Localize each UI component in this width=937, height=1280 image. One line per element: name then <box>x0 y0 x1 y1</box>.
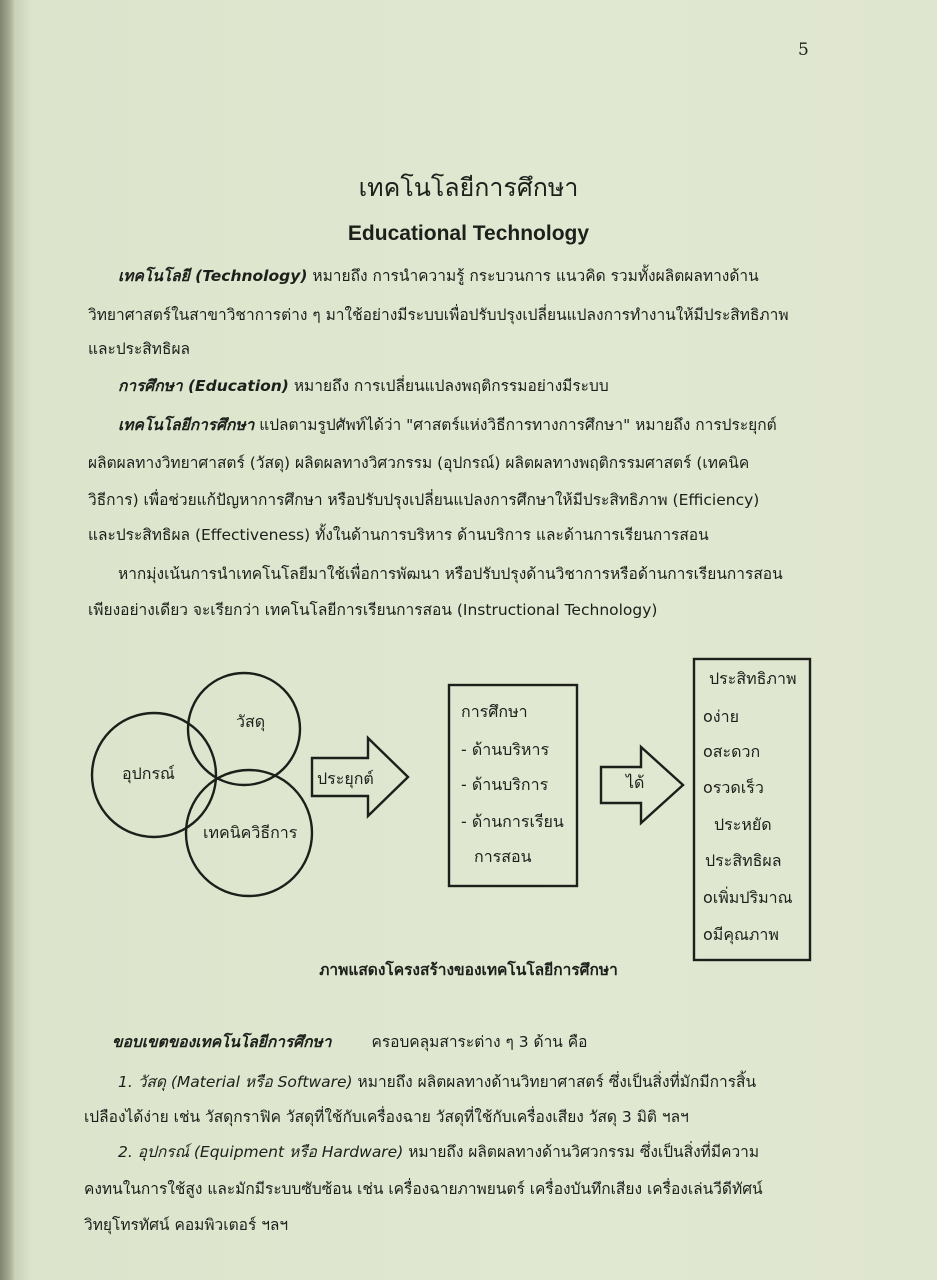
box-outcomes-line5: ประหยัด <box>714 815 772 834</box>
scope-item2-text1: หมายถึง ผลิตผลทางด้านวิศวกรรม ซึ่งเป็นสิ่งที่มีความ <box>403 1143 760 1161</box>
page-title-thai: เทคโนโลยีการศึกษา <box>358 173 579 202</box>
scope-heading-rest: ครอบคลุมสาระต่าง ๆ 3 ด้าน คือ <box>371 1033 588 1051</box>
term-technology: เทคโนโลยี (Technology) <box>118 267 308 285</box>
para3-line4: และประสิทธิผล (Effectiveness) ทั้งในด้านการบริหาร ด้านบริการ และด้านการเรียนการสอน <box>88 526 709 544</box>
para1-line1 <box>118 263 759 288</box>
para3-line1 <box>118 412 777 437</box>
label-equipment: อุปกรณ์ <box>122 764 175 783</box>
scope-item2-term: 2. อุปกรณ์ (Equipment หรือ Hardware) <box>118 1143 404 1161</box>
para3-text1: แปลตามรูปศัพท์ได้ว่า "ศาสตร์แห่งวิธีการทางการศึกษา" หมายถึง การประยุกต์ <box>254 416 777 434</box>
para3-line3: วิธีการ) เพื่อช่วยแก้ปัญหาการศึกษา หรือปรับปรุงเปลี่ยนแปลงการศึกษาให้มีประสิทธิภาพ (Efficiency) <box>88 491 760 509</box>
box-education-line5: การสอน <box>474 847 532 866</box>
para1-line2: วิทยาศาสตร์ในสาขาวิชาการต่าง ๆ มาใช้อย่างมีระบบเพื่อปรับปรุงเปลี่ยนแปลงการทำงานให้มีประสิทธิภาพ <box>88 306 789 324</box>
scope-item1-text1: หมายถึง ผลิตผลทางด้านวิทยาศาสตร์ ซึ่งเป็นสิ่งที่มักมีการสิ้น <box>352 1073 757 1091</box>
scope-item1-line2: เปลืองได้ง่าย เช่น วัสดุกราฟิค วัสดุที่ใช้กับเครื่องฉาย วัสดุที่ใช้กับเครื่องเสียง วัสดุ 3 มิติ ฯลฯ <box>84 1108 689 1126</box>
box-outcomes <box>694 659 810 960</box>
para4-line2: เพียงอย่างเดียว จะเรียกว่า เทคโนโลยีการเรียนการสอน (Instructional Technology) <box>88 601 658 619</box>
box-outcomes-line3: oสะดวก <box>703 742 761 761</box>
page-title-english: Educational Technology <box>347 222 590 245</box>
label-apply: ประยุกต์ <box>317 769 374 788</box>
label-gain: ได้ <box>626 773 645 792</box>
scope-heading: ขอบเขตของเทคโนโลยีการศึกษา <box>112 1033 332 1051</box>
box-education-line1: การศึกษา <box>461 702 528 721</box>
box-education-line2: - ด้านบริหาร <box>461 740 550 759</box>
scope-item2-line1 <box>118 1139 759 1164</box>
para1-text1: หมายถึง การนำความรู้ กระบวนการ แนวคิด รวมทั้งผลิตผลทางด้าน <box>307 267 759 285</box>
box-outcomes-line1: ประสิทธิภาพ <box>709 669 797 688</box>
para4-line1: หากมุ่งเน้นการนำเทคโนโลยีมาใช้เพื่อการพัฒนา หรือปรับปรุงด้านวิชาการหรือด้านการเรียนการสอน <box>118 565 783 583</box>
scope-item1-line1 <box>118 1069 756 1094</box>
structure-diagram <box>0 640 937 970</box>
term-education: การศึกษา (Education) <box>118 377 289 395</box>
box-outcomes-line2: oง่าย <box>703 707 739 726</box>
box-outcomes-line4: oรวดเร็ว <box>703 778 764 797</box>
para2-line1 <box>118 373 609 398</box>
term-educational-technology: เทคโนโลยีการศึกษา <box>118 416 255 434</box>
diagram-caption: ภาพแสดงโครงสร้างของเทคโนโลยีการศึกษา <box>319 961 618 979</box>
scope-item2-line2: คงทนในการใช้สูง และมักมีระบบซับซ้อน เช่น เครื่องฉายภาพยนตร์ เครื่องบันทึกเสียง เครื่องเล่นวีดีทัศน์ <box>84 1180 763 1198</box>
box-outcomes-line7: oเพิ่มปริมาณ <box>703 888 793 907</box>
page-number: 5 <box>798 40 809 60</box>
box-education-line3: - ด้านบริการ <box>461 775 549 794</box>
scope-item2-line3: วิทยุโทรทัศน์ คอมพิวเตอร์ ฯลฯ <box>84 1216 289 1234</box>
para2-text1: หมายถึง การเปลี่ยนแปลงพฤติกรรมอย่างมีระบบ <box>288 377 609 395</box>
para3-line2: ผลิตผลทางวิทยาศาสตร์ (วัสดุ) ผลิตผลทางวิศวกรรม (อุปกรณ์) ผลิตผลทางพฤติกรรมศาสตร์ (เทคนิค <box>88 454 750 472</box>
label-technique: เทคนิควิธีการ <box>203 823 298 842</box>
label-material: วัสดุ <box>236 712 266 731</box>
box-education-line4: - ด้านการเรียน <box>461 812 564 831</box>
para1-line3: และประสิทธิผล <box>88 340 191 358</box>
box-outcomes-line8: oมีคุณภาพ <box>703 925 779 944</box>
box-outcomes-line6: ประสิทธิผล <box>705 851 782 870</box>
scope-heading-line <box>112 1029 587 1054</box>
scope-item1-term: 1. วัสดุ (Material หรือ Software) <box>118 1073 353 1091</box>
